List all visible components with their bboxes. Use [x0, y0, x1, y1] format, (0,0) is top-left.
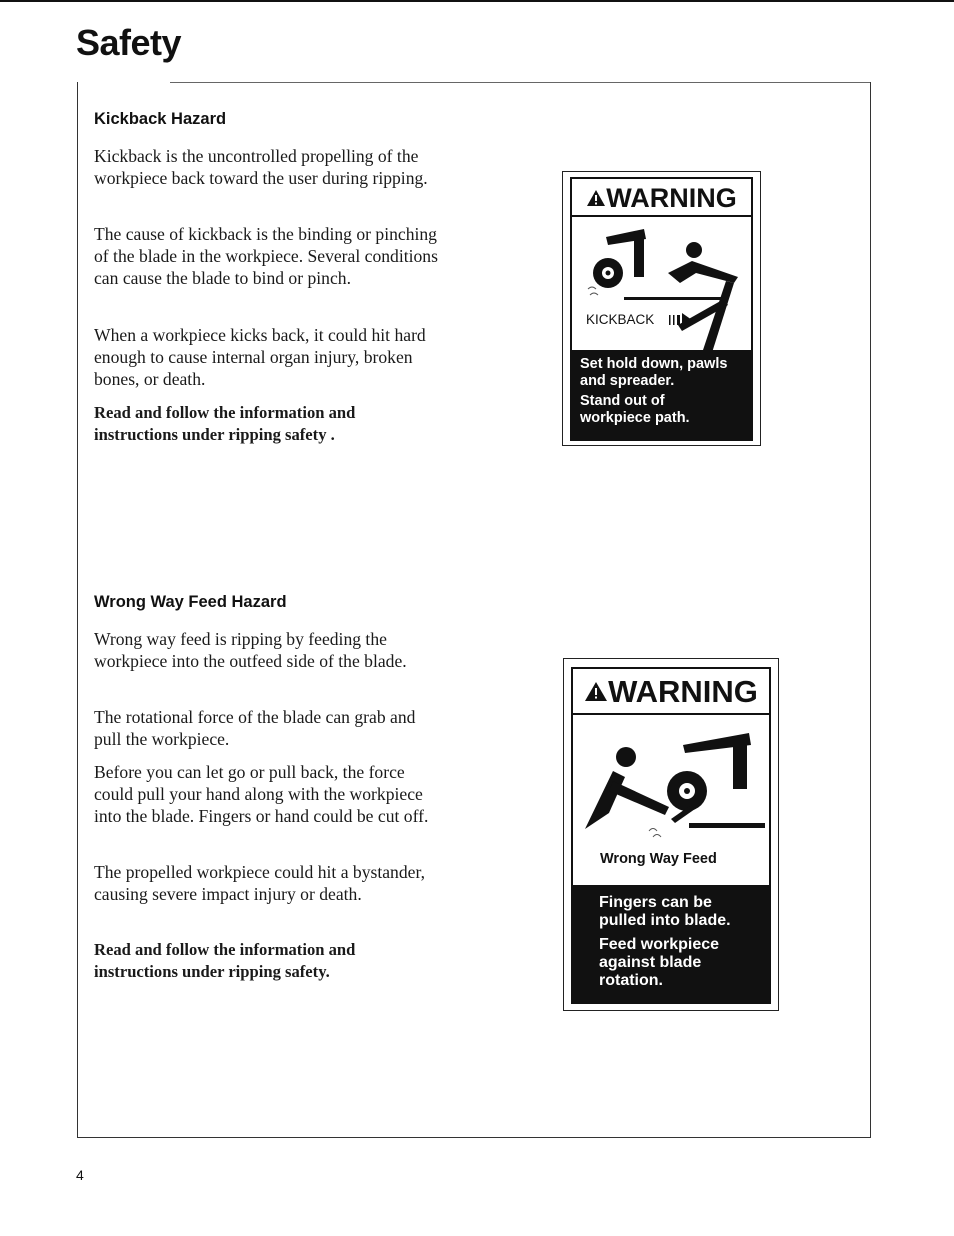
sign-message: Stand out of workpiece path.: [580, 393, 690, 426]
wrong-way-paragraph: Wrong way feed is ripping by feeding the workpiece into the outfeed side of the blade.: [94, 629, 407, 671]
wrong-way-heading: Wrong Way Feed Hazard: [94, 593, 287, 611]
wrong-way-paragraph: The propelled workpiece could hit a bystander, causing severe impact injury or death.: [94, 862, 426, 904]
kickback-heading: Kickback Hazard: [94, 110, 227, 128]
kickback-paragraph: The cause of kickback is the binding or pinching of the blade in the workpiece. Several conditions can cause the blade to bind or pinch.: [94, 224, 438, 288]
sign-header-text: WARNING: [606, 183, 737, 213]
top-rule: [0, 0, 954, 2]
wrong-way-feed-pictogram-icon: [573, 719, 769, 849]
sign-header-text: WARNING: [608, 674, 758, 709]
wrong-way-paragraph: The rotational force of the blade can grab and pull the workpiece.: [94, 707, 416, 749]
kickback-pictogram-icon: [572, 219, 751, 361]
frame-top-rule: [170, 82, 870, 83]
sign-message: Set hold down, pawls and spreader.: [580, 356, 728, 389]
kickback-instruction: Read and follow the information and instructions under ripping safety .: [94, 403, 356, 444]
pictogram-label: Wrong Way Feed: [600, 851, 717, 867]
kickback-paragraph: When a workpiece kicks back, it could hit hard enough to cause internal organ injury, broken bones, or death.: [94, 325, 426, 389]
page-title: Safety: [76, 22, 182, 63]
warning-triangle-icon: [584, 681, 608, 702]
pictogram-label: KICKBACK: [586, 312, 655, 327]
wrong-way-instruction: Read and follow the information and instructions under ripping safety.: [94, 940, 356, 981]
kickback-paragraph: Kickback is the uncontrolled propelling of the workpiece back toward the user during ripping.: [94, 146, 428, 188]
wrong-way-paragraph: Before you can let go or pull back, the force could pull your hand along with the workpiece into the blade. Fingers or hand could be cut off.: [94, 762, 429, 826]
wrong-way-warning-sign: [563, 658, 779, 1011]
page-number: 4: [76, 1167, 84, 1183]
sign-message: Fingers can be pulled into blade.: [599, 894, 731, 929]
kickback-warning-sign: [562, 171, 761, 446]
warning-triangle-icon: [586, 189, 606, 207]
sign-message: Feed workpiece against blade rotation.: [599, 936, 720, 989]
